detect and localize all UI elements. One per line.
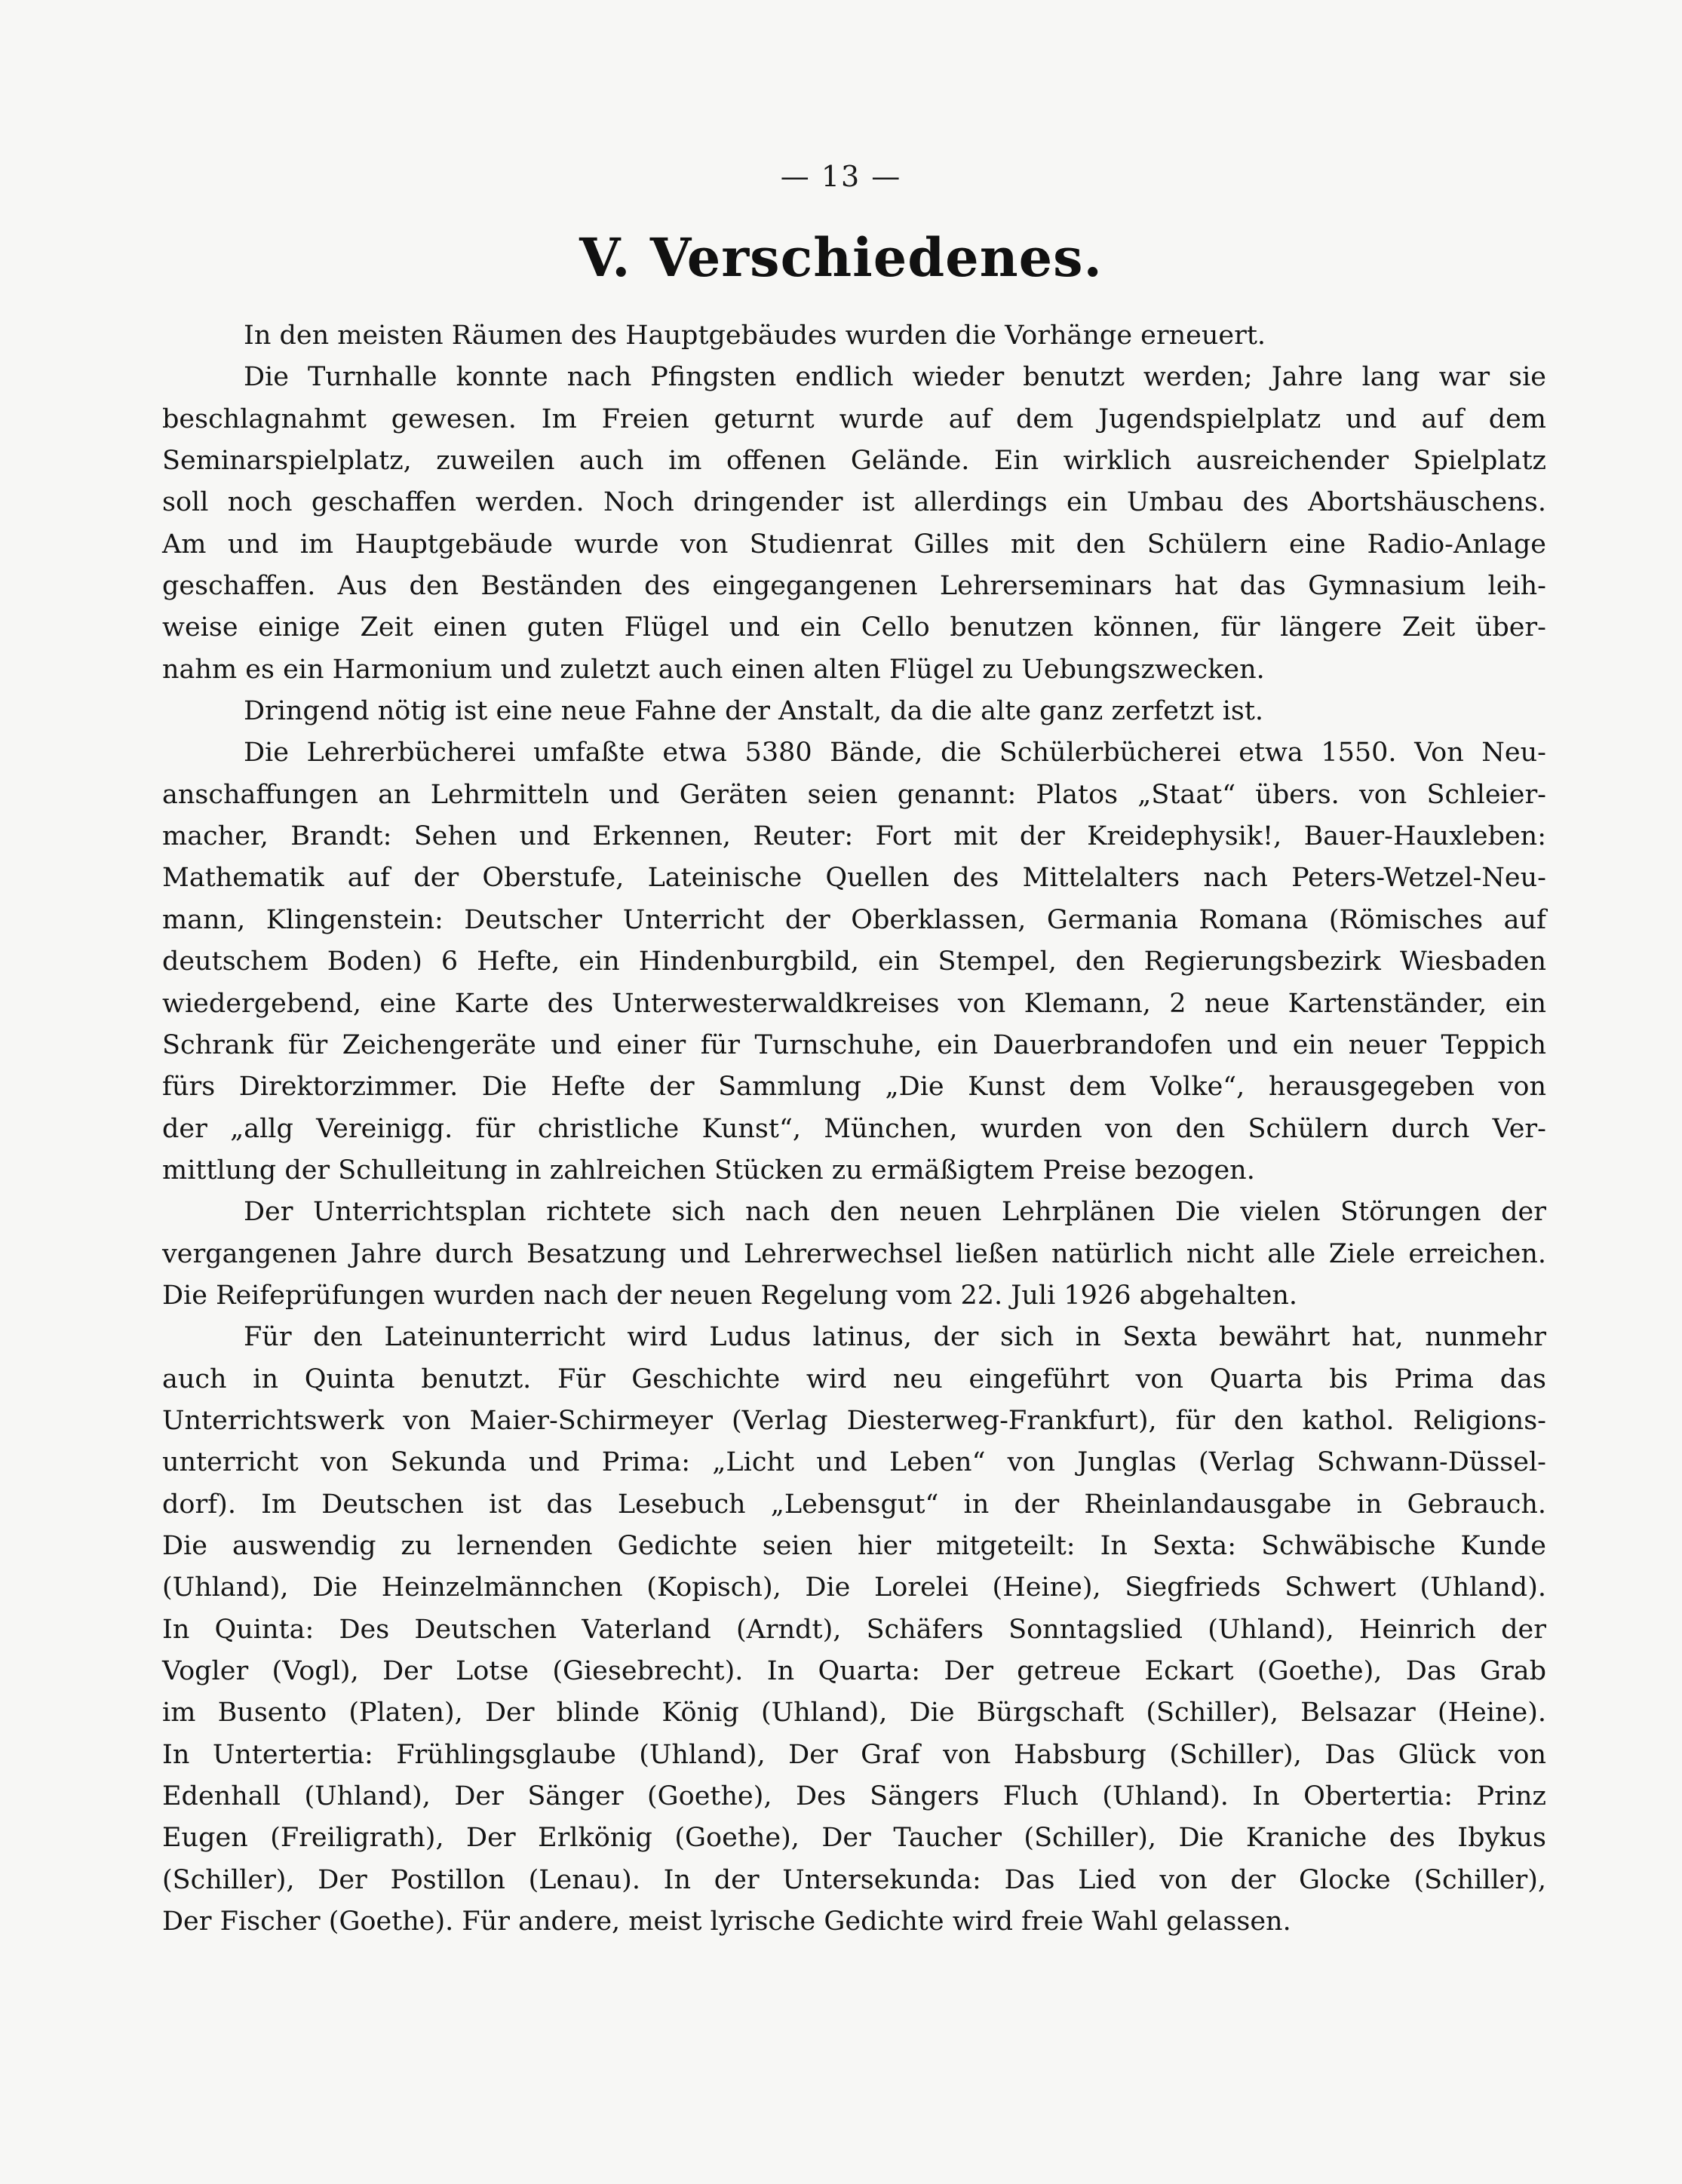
text-line: mann, Klingenstein: Deutscher Unterricht der Oberklassen, Germania Romana (Römisches auf [162,904,1546,935]
text-line: Am und im Hauptgebäude wurde von Studienrat Gilles mit den Schülern eine Radio-Anlage [162,529,1546,560]
text-line: Der Unterrichtsplan richtete sich nach den neuen Lehrplänen Die vielen Störungen der [244,1197,1546,1228]
text-line: In den meisten Räumen des Hauptgebäudes wurden die Vorhänge erneuert. [244,321,1266,351]
text-line: vergangenen Jahre durch Besatzung und Lehrerwechsel ließen natürlich nicht alle Ziele erreichen. [162,1238,1546,1269]
text-line: der „allg Vereinigg. für christliche Kunst“, München, wurden von den Schülern durch Ver- [162,1113,1546,1144]
text-line: Der Fischer (Goethe). Für andere, meist lyrische Gedichte wird freie Wahl gelassen. [162,1906,1291,1937]
text-line: Edenhall (Uhland), Der Sänger (Goethe), Des Sängers Fluch (Uhland). In Obertertia: Prinz [162,1781,1546,1812]
text-line: auch in Quinta benutzt. Für Geschichte wird neu eingeführt von Quarta bis Prima das [162,1363,1546,1394]
text-line: In Quinta: Des Deutschen Vaterland (Arndt), Schäfers Sonntagslied (Uhland), Heinrich der [162,1614,1546,1645]
text-line: mittlung der Schulleitung in zahlreichen Stücken zu ermäßigtem Preise bezogen. [162,1155,1255,1186]
text-line: anschaffungen an Lehrmitteln und Geräten seien genannt: Platos „Staat“ übers. von Schleier- [162,779,1546,810]
text-line: dorf). Im Deutschen ist das Lesebuch „Lebensgut“ in der Rheinlandausgabe in Gebrauch. [162,1489,1546,1520]
text-line: im Busento (Platen), Der blinde König (Uhland), Die Bürgschaft (Schiller), Belsazar (Heine). [162,1698,1546,1728]
text-line: Vogler (Vogl), Der Lotse (Giesebrecht). In Quarta: Der getreue Eckart (Goethe), Das Grab [162,1656,1546,1686]
text-line: Die Lehrerbücherei umfaßte etwa 5380 Bände, die Schülerbücherei etwa 1550. Von Neu- [244,738,1546,768]
body-text [162,315,1546,1943]
text-line: Mathematik auf der Oberstufe, Lateinische Quellen des Mittelalters nach Peters-Wetzel-Neu- [162,863,1546,894]
text-line: Eugen (Freiligrath), Der Erlkönig (Goethe), Der Taucher (Schiller), Die Kraniche des Ibykus [162,1823,1546,1854]
text-line: Für den Lateinunterricht wird Ludus latinus, der sich in Sexta bewährt hat, nunmehr [244,1322,1546,1353]
text-line: soll noch geschaffen werden. Noch dringender ist allerdings ein Umbau des Abortshäuschens. [162,487,1546,518]
text-line: weise einige Zeit einen guten Flügel und ein Cello benutzen können, für längere Zeit über- [162,612,1546,643]
text-line: Seminarspielplatz, zuweilen auch im offenen Gelände. Ein wirklich ausreichender Spielplatz [162,446,1546,477]
text-line: beschlagnahmt gewesen. Im Freien geturnt wurde auf dem Jugendspielplatz und auf dem [162,403,1546,434]
text-line: wiedergebend, eine Karte des Unterwesterwaldkreises von Klemann, 2 neue Kartenständer, ein [162,988,1546,1019]
text-line: Dringend nötig ist eine neue Fahne der Anstalt, da die alte ganz zerfetzt ist. [244,696,1264,727]
text-line: nahm es ein Harmonium und zuletzt auch einen alten Flügel zu Uebungszwecken. [162,654,1265,685]
text-line: (Uhland), Die Heinzelmännchen (Kopisch), Die Lorelei (Heine), Siegfrieds Schwert (Uhland). [162,1572,1546,1603]
page-number: — 13 — [780,160,902,193]
text-line: In Untertertia: Frühlingsglaube (Uhland), Der Graf von Habsburg (Schiller), Das Glück von [162,1739,1546,1770]
text-line: Schrank für Zeichengeräte und einer für Turnschuhe, ein Dauerbrandofen und ein neuer Teppich [162,1029,1546,1060]
text-line: unterricht von Sekunda und Prima: „Licht und Leben“ von Junglas (Verlag Schwann-Düssel- [162,1447,1546,1478]
text-line: Die Reifeprüfungen wurden nach der neuen Regelung vom 22. Juli 1926 abgehalten. [162,1280,1298,1311]
section-title: V. Verschiedenes. [579,226,1103,289]
text-line: Die auswendig zu lernenden Gedichte seien hier mitgeteilt: In Sexta: Schwäbische Kunde [162,1530,1546,1561]
text-line: geschaffen. Aus den Beständen des eingegangenen Lehrerseminars hat das Gymnasium leih- [162,571,1546,602]
text-line: Die Turnhalle konnte nach Pfingsten endlich wieder benutzt werden; Jahre lang war sie [244,362,1546,393]
text-line: (Schiller), Der Postillon (Lenau). In der Untersekunda: Das Lied von der Glocke (Schiller), [162,1864,1546,1895]
text-line: fürs Direktorzimmer. Die Hefte der Sammlung „Die Kunst dem Volke“, herausgegeben von [162,1072,1546,1103]
text-line: macher, Brandt: Sehen und Erkennen, Reuter: Fort mit der Kreidephysik!, Bauer-Hauxleben: [162,821,1546,852]
text-line: deutschem Boden) 6 Hefte, ein Hindenburgbild, ein Stempel, den Regierungsbezirk Wiesbaden [162,946,1546,977]
text-line: Unterrichtswerk von Maier-Schirmeyer (Verlag Diesterweg-Frankfurt), für den kathol. Religions- [162,1405,1546,1436]
